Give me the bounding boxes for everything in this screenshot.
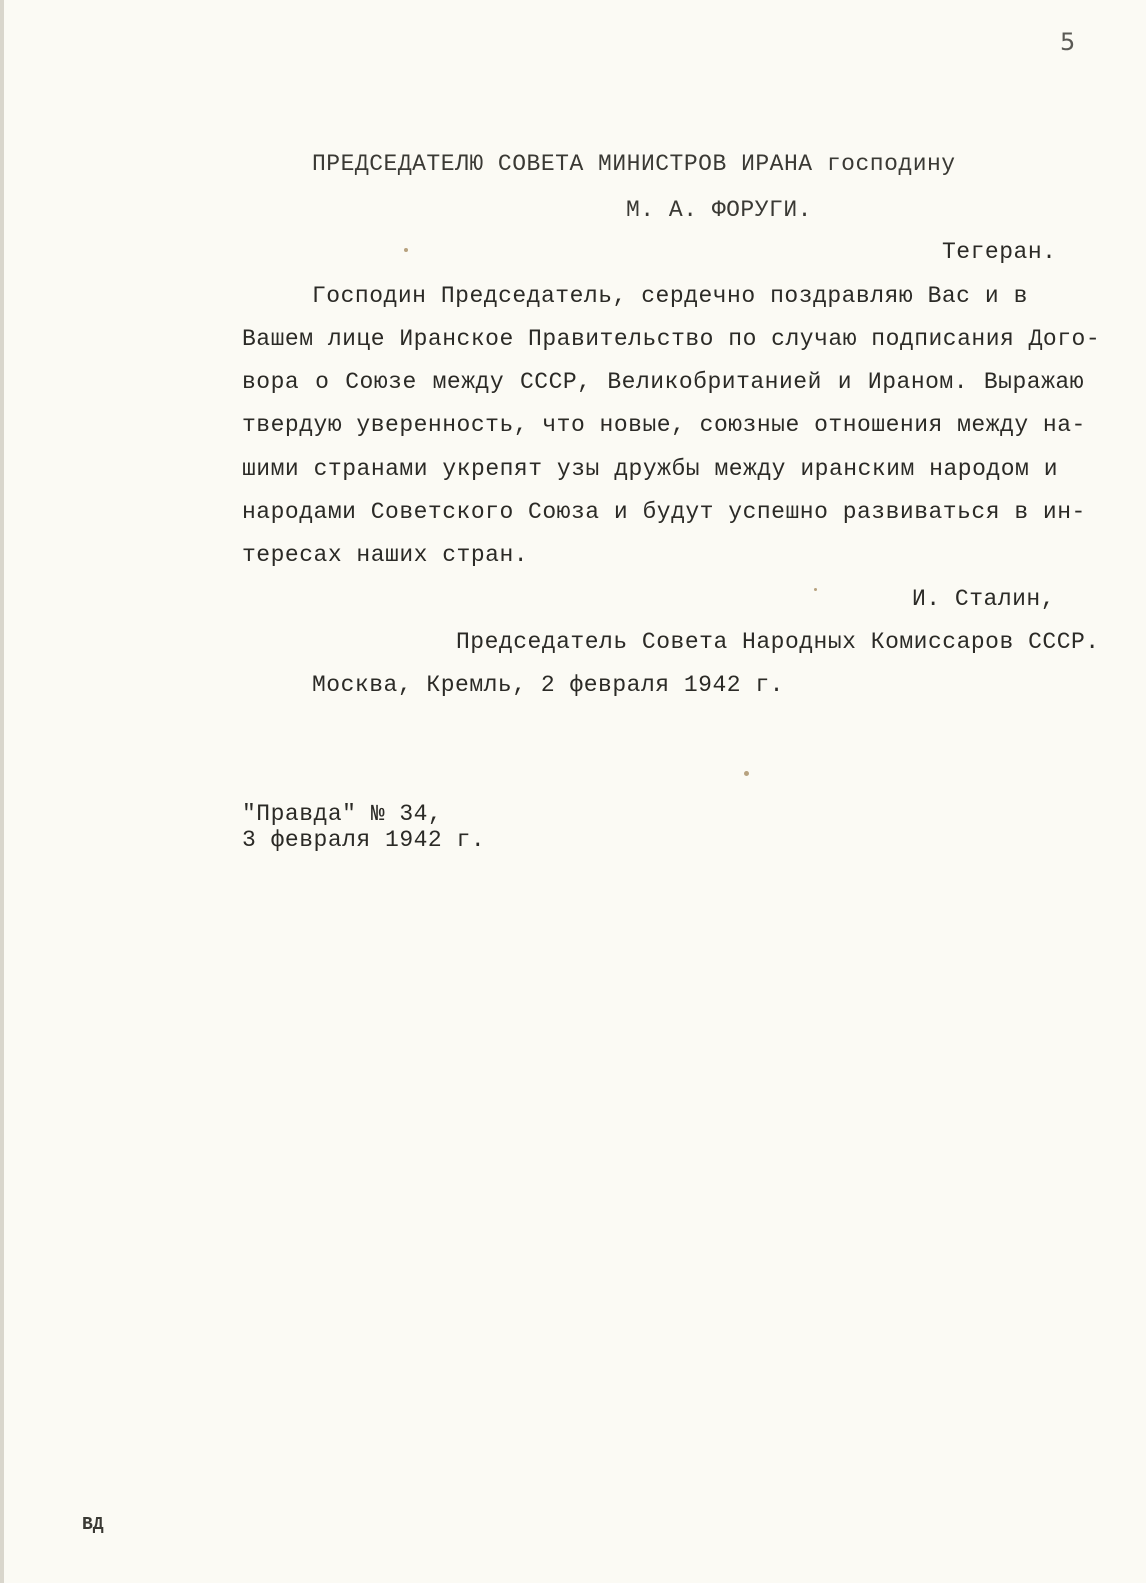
signatory-title: Председатель Совета Народных Комиссаров СССР.	[456, 629, 1100, 655]
body-line-7: тересах наших стран.	[242, 542, 529, 568]
paper-speck	[404, 248, 408, 252]
source-line-2: 3 февраля 1942 г.	[242, 827, 486, 853]
body-line-5: шими странами укрепят узы дружбы между иранским народом и	[242, 456, 1058, 482]
body-line-2: Вашем лице Иранское Правительство по случаю подписания Дого-	[242, 326, 1101, 352]
body-line-3: вора о Союзе между СССР, Великобританией и Ираном. Выражаю	[242, 369, 1084, 395]
body-line-1: Господин Председатель, сердечно поздравляю Вас и в	[312, 283, 1028, 309]
page-number: 5	[1060, 28, 1076, 56]
page-edge	[0, 0, 4, 1583]
paper-speck	[744, 771, 749, 776]
addressee-line-2: М. А. ФОРУГИ.	[626, 197, 812, 223]
signature: И. Сталин,	[912, 586, 1056, 612]
addressee-line-1: ПРЕДСЕДАТЕЛЮ СОВЕТА МИНИСТРОВ ИРАНА господину	[312, 151, 956, 177]
body-line-4: твердую уверенность, что новые, союзные отношения между на-	[242, 412, 1086, 438]
typist-initials: ВД	[82, 1515, 104, 1535]
source-line-1: "Правда" № 34,	[242, 801, 443, 827]
body-line-6: народами Советского Союза и будут успешно развиваться в ин-	[242, 499, 1086, 525]
place-date: Москва, Кремль, 2 февраля 1942 г.	[312, 672, 784, 698]
city: Тегеран.	[942, 239, 1057, 265]
paper-speck	[814, 588, 817, 591]
